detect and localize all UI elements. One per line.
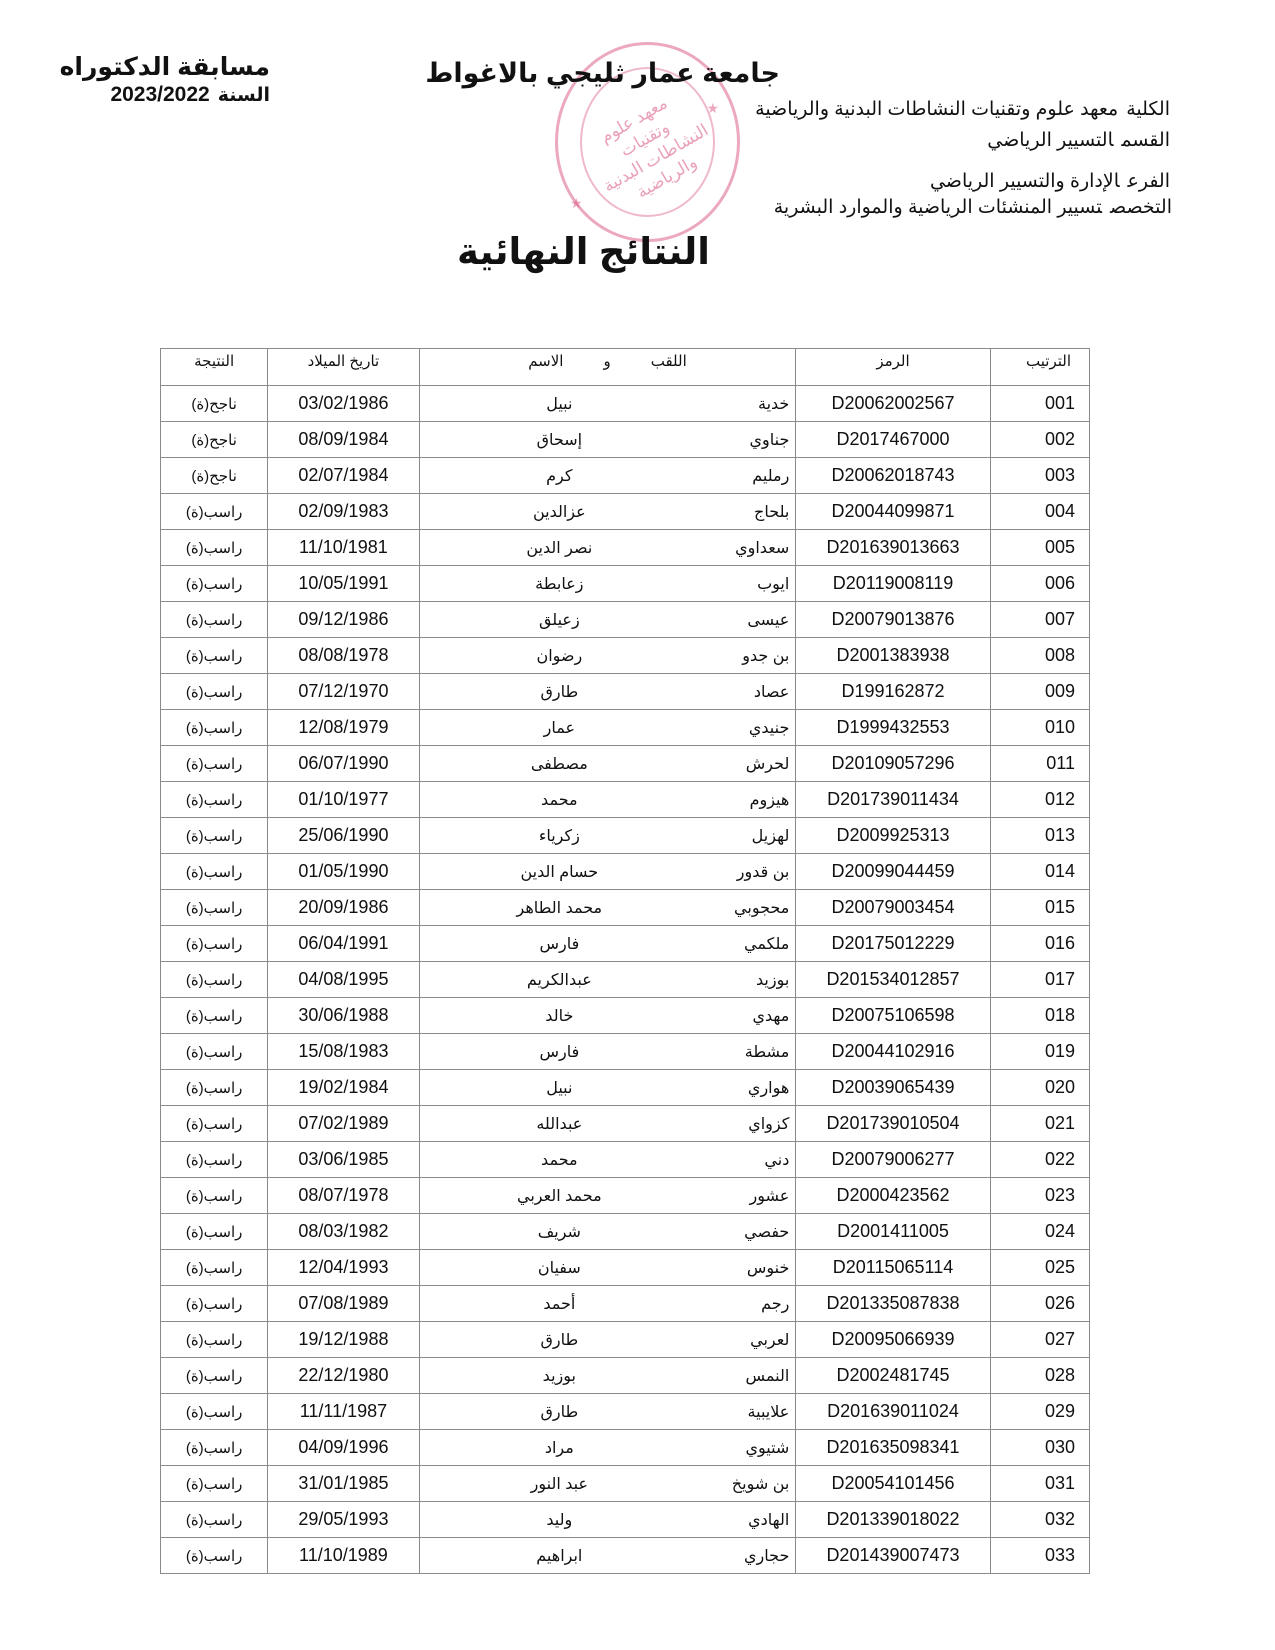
result-cell: راسب(ة) [161, 1250, 268, 1286]
rank-cell: 011 [990, 746, 1089, 782]
table-row [161, 746, 1090, 782]
header-surname: اللقب [650, 353, 687, 370]
given-name-cell: خالد [545, 1007, 574, 1025]
code-cell: D2002481745 [796, 1358, 990, 1394]
branch-line [930, 170, 1170, 194]
department-label: القسم [1121, 130, 1170, 151]
faculty-label: الكلية [1126, 99, 1170, 120]
rank-cell: 018 [990, 998, 1089, 1034]
code-cell: D20054101456 [796, 1466, 990, 1502]
given-name-cell: طارق [540, 1403, 579, 1421]
name-cell [419, 998, 796, 1034]
rank-cell: 025 [990, 1250, 1089, 1286]
specialty-value: تسيير المنشئات الرياضية والموارد البشرية [773, 197, 1102, 218]
name-cell [419, 1106, 796, 1142]
surname-cell: علايبية [747, 1403, 790, 1421]
surname-cell: محجوبي [734, 899, 790, 917]
surname-cell: بوزيد [756, 971, 790, 989]
table-row [161, 710, 1090, 746]
results-table [160, 348, 1090, 1574]
table-row [161, 1178, 1090, 1214]
dob-cell: 07/12/1970 [268, 674, 419, 710]
table-row [161, 1106, 1090, 1142]
name-cell [419, 1358, 796, 1394]
given-name-cell: كرم [546, 467, 573, 485]
surname-cell: لهزيل [751, 827, 790, 845]
rank-cell: 014 [990, 854, 1089, 890]
table-row [161, 854, 1090, 890]
result-cell: راسب(ة) [161, 962, 268, 998]
code-cell: D2017467000 [796, 422, 990, 458]
result-cell: ناجح(ة) [161, 386, 268, 422]
dob-cell: 29/05/1993 [268, 1502, 419, 1538]
code-cell: D20044102916 [796, 1034, 990, 1070]
table-row [161, 1286, 1090, 1322]
table-row [161, 1322, 1090, 1358]
result-cell: راسب(ة) [161, 1214, 268, 1250]
dob-cell: 22/12/1980 [268, 1358, 419, 1394]
code-cell: D1999432553 [796, 710, 990, 746]
result-cell: راسب(ة) [161, 602, 268, 638]
result-cell: راسب(ة) [161, 818, 268, 854]
year-label: السنة [217, 85, 270, 106]
table-row [161, 674, 1090, 710]
code-cell: D20079003454 [796, 890, 990, 926]
code-cell: D20075106598 [796, 998, 990, 1034]
header-result: النتيجة [161, 349, 268, 386]
result-cell: راسب(ة) [161, 710, 268, 746]
surname-cell: بن شويخ [731, 1475, 790, 1493]
given-name-cell: شريف [537, 1223, 581, 1241]
code-cell: D2009925313 [796, 818, 990, 854]
dob-cell: 03/06/1985 [268, 1142, 419, 1178]
dob-cell: 03/02/1986 [268, 386, 419, 422]
given-name-cell: محمد الطاهر [516, 899, 603, 917]
rank-cell: 030 [990, 1430, 1089, 1466]
surname-cell: كزواي [748, 1115, 790, 1133]
surname-cell: رجم [761, 1295, 790, 1313]
dob-cell: 11/11/1987 [268, 1394, 419, 1430]
given-name-cell: سفيان [537, 1259, 581, 1277]
rank-cell: 016 [990, 926, 1089, 962]
dob-cell: 08/08/1978 [268, 638, 419, 674]
code-cell: D20079013876 [796, 602, 990, 638]
specialty-label: التخصص [1109, 197, 1172, 218]
table-row [161, 602, 1090, 638]
table-row [161, 1070, 1090, 1106]
faculty-value: معهد علوم وتقنيات النشاطات البدنية والرياضية [755, 99, 1119, 120]
name-cell [419, 530, 796, 566]
header-rank: الترتيب [990, 349, 1089, 386]
given-name-cell: عبد النور [530, 1475, 588, 1493]
table-header-row [161, 349, 1090, 386]
name-cell [419, 1538, 796, 1574]
result-cell: راسب(ة) [161, 1358, 268, 1394]
university-name: جامعة عمار ثليجي بالاغواط [425, 58, 780, 88]
dob-cell: 01/05/1990 [268, 854, 419, 890]
result-cell: راسب(ة) [161, 746, 268, 782]
surname-cell: حجاري [743, 1547, 790, 1565]
given-name-cell: مصطفى [530, 755, 588, 773]
name-cell [419, 926, 796, 962]
rank-cell: 029 [990, 1394, 1089, 1430]
code-cell: D20062018743 [796, 458, 990, 494]
rank-cell: 024 [990, 1214, 1089, 1250]
code-cell: D201439007473 [796, 1538, 990, 1574]
dob-cell: 02/07/1984 [268, 458, 419, 494]
given-name-cell: رضوان [536, 647, 583, 665]
result-cell: راسب(ة) [161, 1394, 268, 1430]
surname-cell: مشطة [744, 1043, 790, 1061]
given-name-cell: فارس [539, 935, 580, 953]
surname-cell: حفصي [744, 1223, 790, 1241]
result-cell: راسب(ة) [161, 1106, 268, 1142]
given-name-cell: أحمد [543, 1295, 576, 1313]
surname-cell: مهدي [752, 1007, 790, 1025]
result-cell: راسب(ة) [161, 1142, 268, 1178]
rank-cell: 032 [990, 1502, 1089, 1538]
name-cell [419, 1034, 796, 1070]
rank-cell: 003 [990, 458, 1089, 494]
department-line [987, 129, 1170, 153]
rank-cell: 019 [990, 1034, 1089, 1070]
surname-cell: دني [764, 1151, 790, 1169]
surname-cell: خدية [758, 395, 790, 413]
surname-cell: الهادي [748, 1511, 790, 1529]
table-body [161, 386, 1090, 1574]
result-cell: راسب(ة) [161, 1538, 268, 1574]
rank-cell: 004 [990, 494, 1089, 530]
given-name-cell: زعيلق [538, 611, 580, 629]
rank-cell: 020 [990, 1070, 1089, 1106]
dob-cell: 19/12/1988 [268, 1322, 419, 1358]
given-name-cell: مراد [544, 1439, 574, 1457]
rank-cell: 031 [990, 1466, 1089, 1502]
rank-cell: 006 [990, 566, 1089, 602]
surname-cell: لحرش [745, 755, 790, 773]
table-row [161, 530, 1090, 566]
surname-cell: بن جدو [742, 647, 790, 665]
code-cell: D201635098341 [796, 1430, 990, 1466]
star-icon: ★ [706, 100, 719, 116]
page-title: النتائج النهائية [457, 231, 710, 272]
rank-cell: 017 [990, 962, 1089, 998]
name-cell [419, 458, 796, 494]
name-cell [419, 602, 796, 638]
surname-cell: لعربي [750, 1331, 790, 1349]
table-row [161, 1430, 1090, 1466]
code-cell: D201335087838 [796, 1286, 990, 1322]
surname-cell: بن قدور [736, 863, 790, 881]
result-cell: راسب(ة) [161, 1322, 268, 1358]
code-cell: D201339018022 [796, 1502, 990, 1538]
rank-cell: 033 [990, 1538, 1089, 1574]
name-cell [419, 962, 796, 998]
table-row [161, 386, 1090, 422]
dob-cell: 10/05/1991 [268, 566, 419, 602]
table-row [161, 1142, 1090, 1178]
header-dob: تاريخ الميلاد [268, 349, 419, 386]
academic-year [70, 82, 270, 109]
branch-label: الفرع [1127, 171, 1170, 192]
code-cell: D20062002567 [796, 386, 990, 422]
code-cell: D20079006277 [796, 1142, 990, 1178]
given-name-cell: إسحاق [536, 431, 583, 449]
code-cell: D201639013663 [796, 530, 990, 566]
rank-cell: 021 [990, 1106, 1089, 1142]
code-cell: D20109057296 [796, 746, 990, 782]
given-name-cell: حسام الدين [520, 863, 599, 881]
rank-cell: 001 [990, 386, 1089, 422]
header-code: الرمز [796, 349, 990, 386]
surname-cell: شتيوي [745, 1439, 790, 1457]
rank-cell: 028 [990, 1358, 1089, 1394]
name-cell [419, 1070, 796, 1106]
name-cell [419, 1178, 796, 1214]
branch-value: الإدارة والتسيير الرياضي [929, 171, 1120, 192]
name-cell [419, 1430, 796, 1466]
dob-cell: 09/12/1986 [268, 602, 419, 638]
result-cell: راسب(ة) [161, 1502, 268, 1538]
name-cell [419, 782, 796, 818]
dob-cell: 08/07/1978 [268, 1178, 419, 1214]
code-cell: D201639011024 [796, 1394, 990, 1430]
name-cell [419, 422, 796, 458]
rank-cell: 015 [990, 890, 1089, 926]
dob-cell: 08/09/1984 [268, 422, 419, 458]
result-cell: راسب(ة) [161, 1070, 268, 1106]
result-cell: راسب(ة) [161, 1466, 268, 1502]
result-cell: ناجح(ة) [161, 422, 268, 458]
dob-cell: 01/10/1977 [268, 782, 419, 818]
table-row [161, 494, 1090, 530]
faculty-line [755, 98, 1170, 122]
table-row [161, 1538, 1090, 1574]
table-row [161, 566, 1090, 602]
result-cell: راسب(ة) [161, 890, 268, 926]
code-cell: D20119008119 [796, 566, 990, 602]
rank-cell: 002 [990, 422, 1089, 458]
surname-cell: ملكمي [744, 935, 790, 953]
dob-cell: 11/10/1981 [268, 530, 419, 566]
dob-cell: 30/06/1988 [268, 998, 419, 1034]
contest-header [59, 52, 270, 109]
given-name-cell: زعابطة [535, 575, 584, 593]
table-row [161, 1034, 1090, 1070]
given-name-cell: نصر الدين [526, 539, 593, 557]
surname-cell: سعداوي [735, 539, 790, 557]
given-name-cell: نبيل [546, 395, 573, 413]
result-cell: راسب(ة) [161, 1178, 268, 1214]
given-name-cell: عمار [543, 719, 576, 737]
table-row [161, 458, 1090, 494]
given-name-cell: محمد [541, 791, 578, 809]
code-cell: D2000423562 [796, 1178, 990, 1214]
result-cell: راسب(ة) [161, 926, 268, 962]
dob-cell: 04/09/1996 [268, 1430, 419, 1466]
table-row [161, 890, 1090, 926]
dob-cell: 04/08/1995 [268, 962, 419, 998]
department-value: التسيير الرياضي [987, 130, 1114, 151]
result-cell: راسب(ة) [161, 854, 268, 890]
name-cell [419, 638, 796, 674]
dob-cell: 20/09/1986 [268, 890, 419, 926]
code-cell: D20095066939 [796, 1322, 990, 1358]
table-row [161, 998, 1090, 1034]
result-cell: راسب(ة) [161, 998, 268, 1034]
contest-title: مسابقة الدكتوراه [59, 53, 270, 81]
dob-cell: 07/08/1989 [268, 1286, 419, 1322]
rank-cell: 027 [990, 1322, 1089, 1358]
table-row [161, 926, 1090, 962]
header-given: الاسم [528, 353, 564, 370]
table-row [161, 1214, 1090, 1250]
rank-cell: 005 [990, 530, 1089, 566]
dob-cell: 25/06/1990 [268, 818, 419, 854]
header-name [419, 349, 796, 386]
given-name-cell: طارق [540, 1331, 579, 1349]
surname-cell: جنيدي [748, 719, 790, 737]
result-cell: راسب(ة) [161, 638, 268, 674]
result-cell: راسب(ة) [161, 530, 268, 566]
code-cell: D20175012229 [796, 926, 990, 962]
given-name-cell: عبدالله [536, 1115, 583, 1133]
code-cell: D20044099871 [796, 494, 990, 530]
dob-cell: 15/08/1983 [268, 1034, 419, 1070]
surname-cell: بلحاج [754, 503, 790, 521]
result-cell: راسب(ة) [161, 674, 268, 710]
given-name-cell: وليد [546, 1511, 573, 1529]
dob-cell: 12/08/1979 [268, 710, 419, 746]
name-cell [419, 1466, 796, 1502]
name-cell [419, 710, 796, 746]
header-and: و [603, 353, 611, 370]
result-cell: ناجح(ة) [161, 458, 268, 494]
table-row [161, 638, 1090, 674]
rank-cell: 008 [990, 638, 1089, 674]
rank-cell: 012 [990, 782, 1089, 818]
given-name-cell: ابراهيم [536, 1547, 583, 1565]
dob-cell: 19/02/1984 [268, 1070, 419, 1106]
result-cell: راسب(ة) [161, 1286, 268, 1322]
name-cell [419, 494, 796, 530]
surname-cell: خنوس [746, 1259, 790, 1277]
code-cell: D2001383938 [796, 638, 990, 674]
table-row [161, 1358, 1090, 1394]
rank-cell: 009 [990, 674, 1089, 710]
star-icon: ★ [570, 195, 583, 211]
surname-cell: هيزوم [749, 791, 790, 809]
code-cell: D20099044459 [796, 854, 990, 890]
result-cell: راسب(ة) [161, 1034, 268, 1070]
surname-cell: رمليم [752, 467, 790, 485]
name-cell [419, 746, 796, 782]
table-row [161, 1394, 1090, 1430]
dob-cell: 11/10/1989 [268, 1538, 419, 1574]
name-cell [419, 1394, 796, 1430]
given-name-cell: زكرياء [538, 827, 580, 845]
table-row [161, 962, 1090, 998]
code-cell: D2001411005 [796, 1214, 990, 1250]
result-cell: راسب(ة) [161, 494, 268, 530]
given-name-cell: بوزيد [542, 1367, 576, 1385]
dob-cell: 31/01/1985 [268, 1466, 419, 1502]
surname-cell: عشور [749, 1187, 790, 1205]
name-cell [419, 1502, 796, 1538]
surname-cell: جناوي [749, 431, 790, 449]
given-name-cell: محمد [541, 1151, 578, 1169]
name-cell [419, 674, 796, 710]
result-cell: راسب(ة) [161, 782, 268, 818]
surname-cell: النمس [745, 1367, 790, 1385]
name-cell [419, 566, 796, 602]
table-row [161, 1466, 1090, 1502]
name-cell [419, 1214, 796, 1250]
result-cell: راسب(ة) [161, 566, 268, 602]
code-cell: D201739010504 [796, 1106, 990, 1142]
table-row [161, 782, 1090, 818]
table-row [161, 1502, 1090, 1538]
dob-cell: 08/03/1982 [268, 1214, 419, 1250]
name-cell [419, 890, 796, 926]
dob-cell: 07/02/1989 [268, 1106, 419, 1142]
name-cell [419, 1250, 796, 1286]
table-row [161, 422, 1090, 458]
rank-cell: 023 [990, 1178, 1089, 1214]
surname-cell: عصاد [753, 683, 790, 701]
name-cell [419, 1142, 796, 1178]
name-cell [419, 386, 796, 422]
dob-cell: 12/04/1993 [268, 1250, 419, 1286]
result-cell: راسب(ة) [161, 1430, 268, 1466]
given-name-cell: فارس [539, 1043, 580, 1061]
year-value: 2023/2022 [110, 83, 210, 106]
code-cell: D201534012857 [796, 962, 990, 998]
given-name-cell: نبيل [546, 1079, 573, 1097]
rank-cell: 013 [990, 818, 1089, 854]
code-cell: D201739011434 [796, 782, 990, 818]
code-cell: D20115065114 [796, 1250, 990, 1286]
specialty-line [774, 196, 1172, 220]
given-name-cell: عبدالكريم [526, 971, 592, 989]
code-cell: D199162872 [796, 674, 990, 710]
table-row [161, 818, 1090, 854]
given-name-cell: طارق [540, 683, 579, 701]
surname-cell: عيسى [747, 611, 790, 629]
name-cell [419, 854, 796, 890]
given-name-cell: محمد العربي [517, 1187, 602, 1205]
name-cell [419, 1286, 796, 1322]
table-row [161, 1250, 1090, 1286]
name-cell [419, 818, 796, 854]
stamp-text: معهد علوم وتقنيات النشاطات البدنية والرياضية [597, 93, 712, 202]
rank-cell: 022 [990, 1142, 1089, 1178]
dob-cell: 06/07/1990 [268, 746, 419, 782]
dob-cell: 02/09/1983 [268, 494, 419, 530]
dob-cell: 06/04/1991 [268, 926, 419, 962]
surname-cell: ايوب [757, 575, 790, 593]
code-cell: D20039065439 [796, 1070, 990, 1106]
name-cell [419, 1322, 796, 1358]
given-name-cell: عزالدين [532, 503, 586, 521]
rank-cell: 007 [990, 602, 1089, 638]
surname-cell: هواري [747, 1079, 790, 1097]
rank-cell: 026 [990, 1286, 1089, 1322]
rank-cell: 010 [990, 710, 1089, 746]
